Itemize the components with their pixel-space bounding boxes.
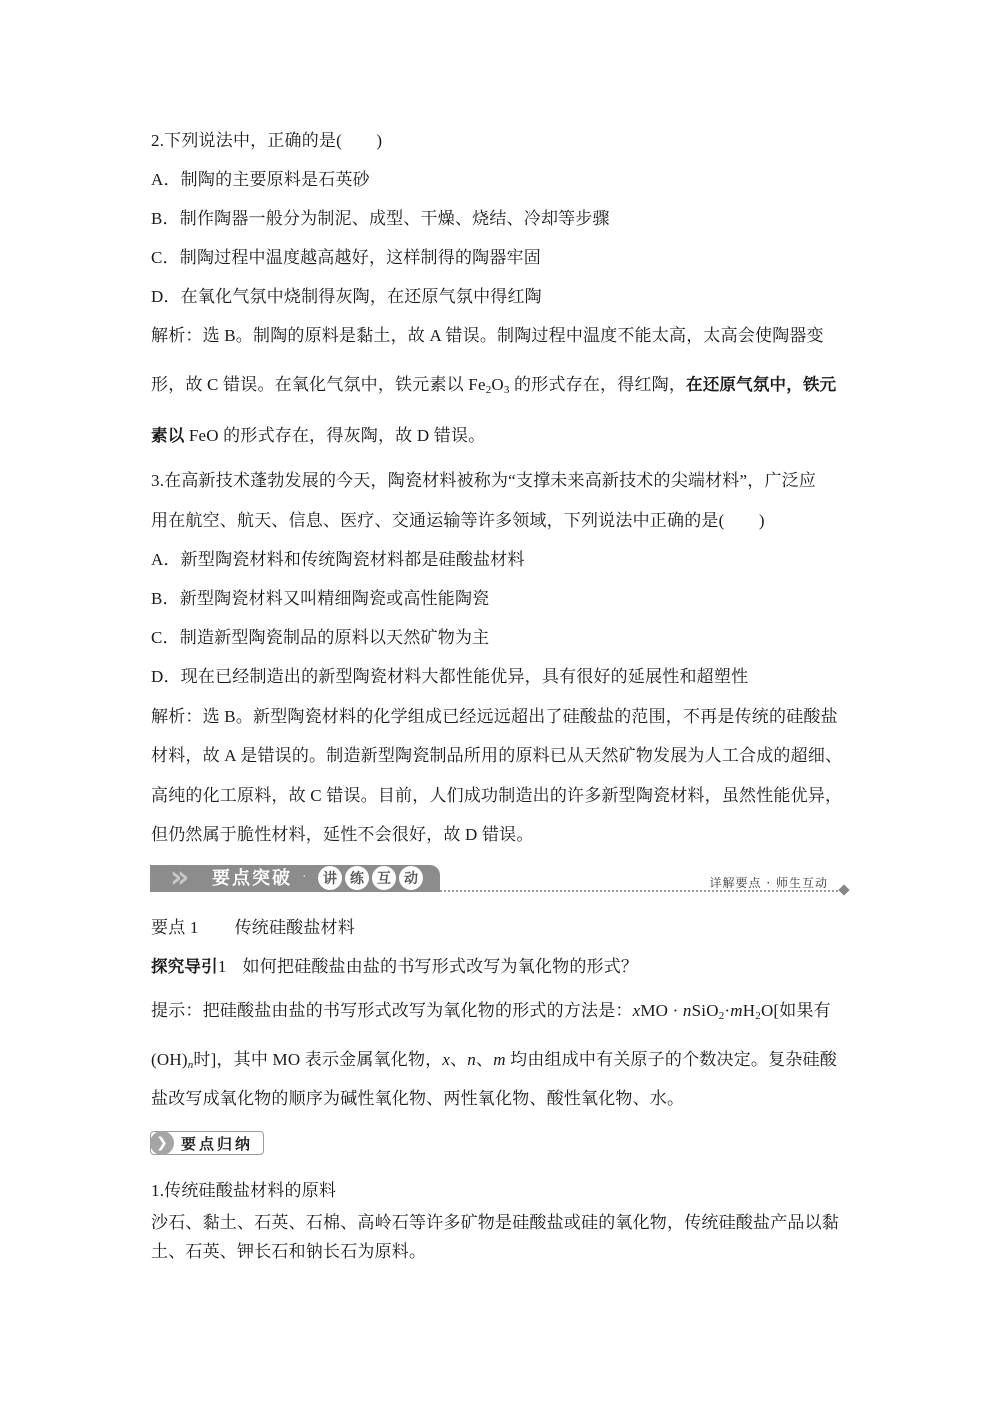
banner-subtitle: 详解要点 · 师生互动	[709, 876, 828, 890]
subscript: 3	[503, 384, 510, 396]
hint-text: 时]，其中 MO 表示金属氧化物，	[193, 1050, 443, 1069]
q3-analysis-line1: 解析：选 B。新型陶瓷材料的化学组成已经远远超出了硅酸盐的范围，不再是传统的硅酸盐	[151, 707, 838, 726]
circled-char: 讲	[318, 866, 342, 890]
q2-analysis-text: O	[491, 375, 504, 394]
q3-analysis-line2: 材料，故 A 是错误的。制造新型陶瓷制品所用的原料已从天然矿物发展为人工合成的超细、	[151, 746, 843, 765]
q3-option-a: A．新型陶瓷材料和传统陶瓷材料都是硅酸盐材料	[151, 550, 525, 569]
q2-option-c: C．制陶过程中温度越高越好，这样制得的陶器牢固	[151, 248, 541, 267]
subscript: 2	[485, 384, 492, 396]
q2-analysis-bold-text: 在还原气氛中，铁元	[686, 375, 837, 394]
guide-question: 如何把硅酸盐由盐的书写形式改写为氧化物的形式？	[242, 957, 639, 976]
guide-number: 1	[217, 957, 227, 976]
banner-dot: ·	[302, 870, 307, 885]
hint-text: 、	[476, 1050, 494, 1069]
arrow-circle-icon: ❯	[150, 1131, 174, 1155]
formula-text: O[如果有	[760, 1001, 831, 1020]
q2-analysis-line1: 解析：选 B。制陶的原料是黏土，故 A 错误。制陶过程中温度不能太高，太高会使陶器变	[151, 326, 824, 345]
q2-option-b: B．制作陶器一般分为制泥、成型、干燥、烧结、冷却等步骤	[151, 209, 610, 228]
q3-option-c: C．制造新型陶瓷制品的原料以天然矿物为主	[151, 628, 490, 647]
formula-text: MO ·	[640, 1001, 683, 1020]
hint-text: 均由组成中有关原子的个数决定。复杂硅酸	[505, 1050, 837, 1069]
section-banner	[150, 862, 850, 896]
circled-char: 动	[399, 866, 423, 890]
formula-text: SiO	[691, 1001, 719, 1020]
key-point-label: 要点 1	[151, 918, 199, 937]
summary-line1: 沙石、黏土、石英、石棉、高岭石等许多矿物是硅酸盐或硅的氧化物，传统硅酸盐产品以黏	[151, 1213, 839, 1232]
q2-analysis-bold-text: 素以	[151, 426, 185, 445]
q3-stem-line2: 用在航空、航天、信息、医疗、交通运输等许多领域，下列说法中正确的是( )	[151, 511, 765, 530]
q2-stem: 2.下列说法中，正确的是( )	[151, 131, 383, 150]
circled-char: 互	[372, 866, 396, 890]
guide-line	[151, 956, 638, 978]
subscript: 2	[718, 1010, 725, 1022]
formula-var: n	[682, 1001, 692, 1020]
summary-line2: 土、石英、钾长石和钠长石为原料。	[151, 1242, 427, 1261]
q3-analysis-line3: 高纯的化工原料，故 C 错误。目前，人们成功制造出的许多新型陶瓷材料，虽然性能优异，	[151, 786, 843, 805]
formula-var: n	[467, 1050, 476, 1069]
formula-var: n	[187, 1059, 194, 1071]
key-point-heading	[151, 917, 355, 939]
q3-option-d: D．现在已经制造出的新型陶瓷材料大都性能优异，具有很好的延展性和超塑性	[151, 667, 749, 686]
formula-var: m	[493, 1050, 506, 1069]
hint-line3: 盐改写成氧化物的顺序为碱性氧化物、两性氧化物、酸性氧化物、水。	[151, 1089, 685, 1108]
hint-text: (OH)	[151, 1050, 188, 1069]
q3-analysis-line4: 但仍然属于脆性材料，延性不会很好，故 D 错误。	[151, 825, 534, 844]
banner-circled-chars	[318, 866, 423, 890]
formula-var: x	[442, 1050, 451, 1069]
key-point-title: 传统硅酸盐材料	[234, 918, 355, 937]
summary-heading: 1.传统硅酸盐材料的原料	[151, 1181, 337, 1200]
q2-analysis-line3	[151, 425, 485, 447]
q2-option-d: D．在氧化气氛中烧制得灰陶，在还原气氛中得红陶	[151, 287, 542, 306]
formula-text: H	[742, 1001, 756, 1020]
hint-line1	[151, 1000, 831, 1022]
q2-analysis-text: FeO 的形式存在，得灰陶，故 D 错误。	[184, 426, 486, 445]
q2-option-a: A．制陶的主要原料是石英砂	[151, 170, 370, 189]
circled-char: 练	[345, 866, 369, 890]
q3-stem-line1: 3.在高新技术蓬勃发展的今天，陶瓷材料被称为“支撑未来高新技术的尖端材料”，广泛应	[151, 471, 817, 490]
q3-option-b: B．新型陶瓷材料又叫精细陶瓷或高性能陶瓷	[151, 589, 490, 608]
double-chevron-icon: »	[170, 860, 180, 895]
summary-badge	[150, 1131, 264, 1155]
hint-text: 、	[450, 1050, 468, 1069]
q2-analysis-text: 的形式存在，得红陶，	[509, 375, 687, 394]
banner-title: 要点突破	[212, 868, 292, 889]
summary-badge-label: 要点归纳	[181, 1135, 254, 1153]
diamond-icon	[838, 884, 849, 895]
formula-text: ·	[724, 1001, 731, 1020]
formula-var: m	[730, 1001, 743, 1020]
subscript: 2	[755, 1010, 761, 1022]
q2-analysis-text: 形，故 C 错误。在氧化气氛中，铁元素以 Fe	[151, 375, 486, 394]
guide-label: 探究导引	[151, 957, 218, 976]
hint-text: 提示：把硅酸盐由盐的书写形式改写为氧化物的形式的方法是：	[151, 1001, 633, 1020]
q2-analysis-line2	[151, 374, 836, 396]
formula-var: x	[632, 1001, 641, 1020]
hint-line2	[151, 1049, 837, 1071]
